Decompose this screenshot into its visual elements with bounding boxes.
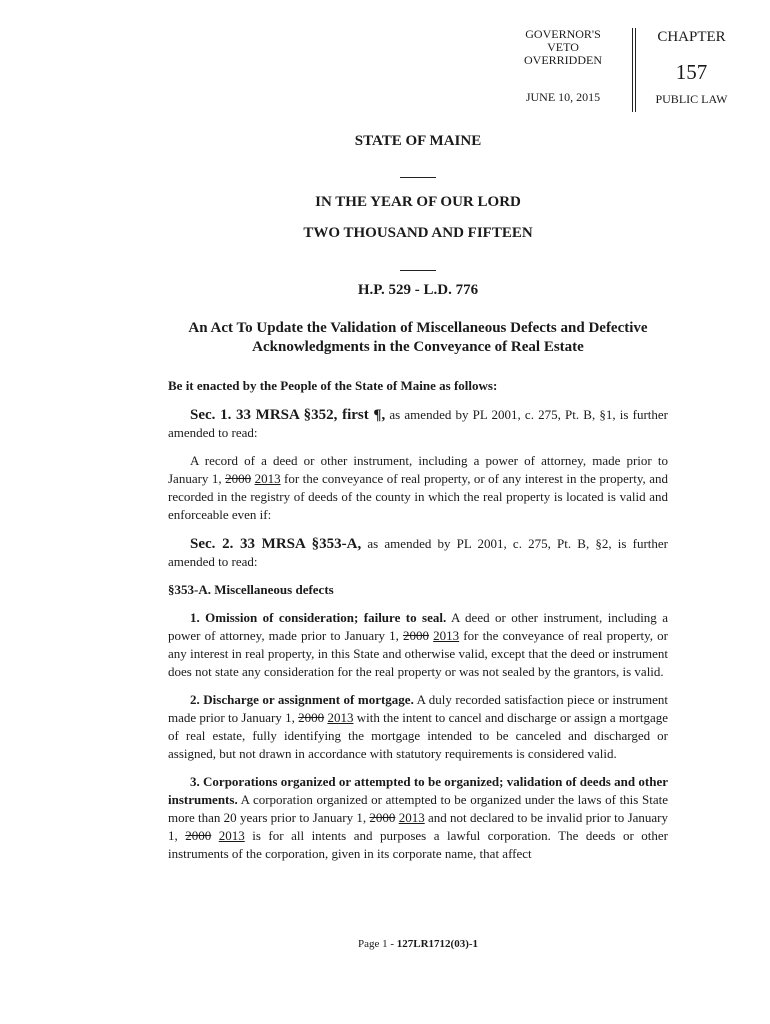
paragraph-1 [168,452,668,524]
override-date: JUNE 10, 2015 [525,90,601,104]
document-code: 127LR1712(03)-1 [396,938,479,950]
status-line-3: OVERRIDDEN [524,53,602,67]
veto-status [500,28,626,104]
section-1-label: Sec. 1. 33 MRSA §352, first ¶, [190,407,386,423]
section-heading: §353-A. Miscellaneous defects [168,582,334,597]
item-2 [168,691,668,763]
divider [400,177,436,178]
item-heading: 2. Discharge or assignment of mortgage. [190,692,414,707]
document-header [500,28,740,112]
act-title-line-2: Acknowledgments in the Conveyance of Real Estate [252,339,584,355]
paragraph-text: A record of a deed or other instrument, including a power of attorney, made prior to January 1, [168,453,668,486]
deleted-text: 2000 [225,471,252,486]
paragraph-text: for the conveyance of real property, or of any interest in the property, and recorded in the registry of deeds of the county in which the real property is located is valid and enforceable even if: [168,471,668,522]
enacting-clause: Be it enacted by the People of the State of Maine as follows: [168,378,498,393]
item-heading: 1. Omission of consideration; failure to seal. [190,610,447,625]
inserted-text: 2013 [327,710,354,725]
inserted-text: 2013 [218,828,245,843]
inserted-text: 2013 [433,628,460,643]
deleted-text: 2000 [298,710,325,725]
item-text: is for all intents and purposes a lawful corporation. The deeds or other instruments of the corporation, given in its corporate name, that affect [168,828,668,861]
status-line-1: GOVERNOR'S [525,27,601,41]
item-text: A duly recorded satisfaction piece or instrument made prior to January 1, [168,692,668,725]
deleted-text: 2000 [403,628,430,643]
inserted-text: 2013 [398,810,425,825]
state-title: STATE OF MAINE [354,133,482,149]
section-1-text: as amended by PL 2001, c. 275, Pt. B, §1, is further amended to read: [168,407,669,440]
item-heading: 3. Corporations organized or attempted to be organized; validation of deeds and other instruments. [168,774,668,807]
section-2-text: as amended by PL 2001, c. 275, Pt. B, §2, is further amended to read: [168,536,669,569]
header-divider [632,28,636,112]
status-line-2: VETO [547,40,579,54]
chapter-number: 157 [675,60,708,84]
year-line-2: TWO THOUSAND AND FIFTEEN [303,225,533,241]
chapter-label: CHAPTER [657,29,726,45]
item-text: A corporation organized or attempted to be organized under the laws of this State more than 20 years prior to January 1, [168,792,668,825]
section-2-label: Sec. 2. 33 MRSA §353-A, [190,536,362,552]
item-text: and not declared to be invalid prior to January 1, [168,810,669,843]
item-text: A deed or other instrument, including a power of attorney, made prior to January 1, [168,610,669,643]
document-body [168,377,668,863]
page-footer [168,938,668,950]
section-2 [168,535,668,571]
chapter-block [643,28,740,106]
item-text: with the intent to cancel and discharge or assign a mortgage of real estate, fully identifying the mortgage intended to be canceled and discharged or assigned, but not drawn in accordance with statutory requirements is considered valid. [168,710,669,761]
year-line-1: IN THE YEAR OF OUR LORD [315,194,521,210]
law-type: PUBLIC LAW [655,92,728,106]
bill-number: H.P. 529 - L.D. 776 [357,282,479,298]
deleted-text: 2000 [369,810,396,825]
section-1 [168,406,668,442]
divider [400,270,436,271]
item-3 [168,773,668,863]
act-title-line-1: An Act To Update the Validation of Miscellaneous Defects and Defective [188,320,648,336]
deleted-text: 2000 [185,828,212,843]
item-1 [168,609,668,681]
inserted-text: 2013 [254,471,281,486]
page-number: Page 1 - [357,938,397,950]
item-text: for the conveyance of real property, or any interest in real property, in this State and otherwise valid, except that the deed or instrument does not state any consideration for the real property or was not sealed by the grantors, is valid. [168,628,668,679]
